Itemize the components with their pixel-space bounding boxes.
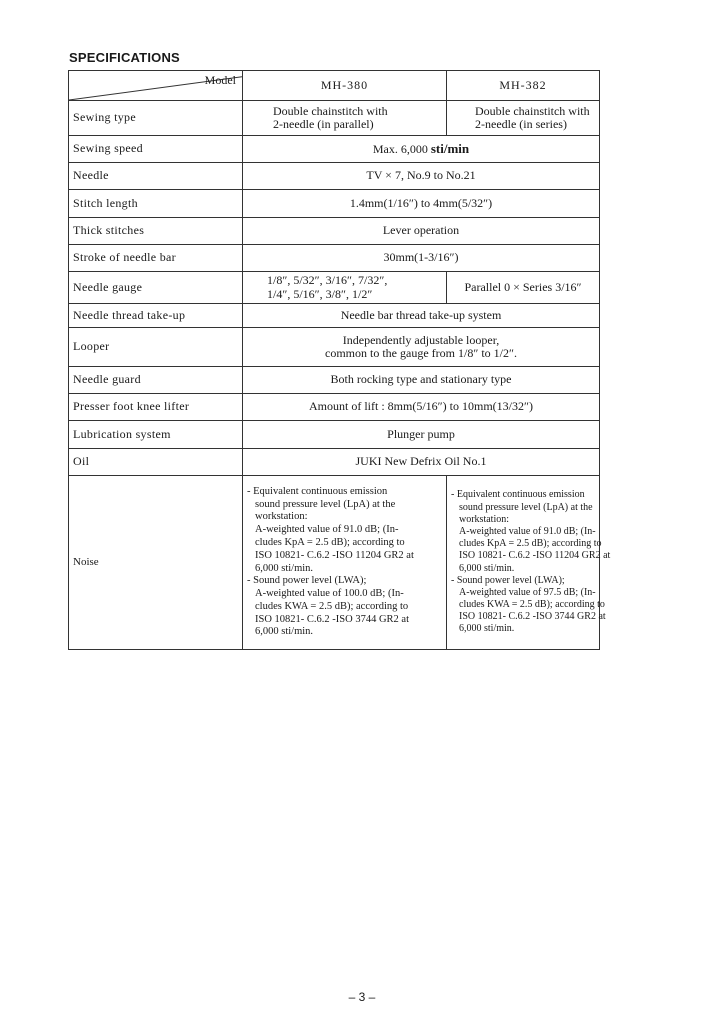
model-mh380-header: MH-380 [243,71,447,101]
noise-line: 6,000 sti/min. [255,626,314,638]
noise-line: 6,000 sti/min. [459,623,515,635]
sewing-speed-value [243,136,600,163]
sewing-type-mh380-line2: 2-needle (in parallel) [273,117,374,131]
needle-gauge-mh382: Parallel 0 × Series 3/16″ [447,272,600,304]
needle-gauge-mh380 [243,272,447,304]
noise-mh380 [243,476,447,650]
table-row [69,421,600,449]
noise-line: ISO 10821- C.6.2 -ISO 11204 GR2 at [459,550,611,562]
model-mh382-header: MH-382 [447,71,600,101]
sewing-type-mh382-line1: Double chainstitch with [475,103,590,118]
row-label-noise: Noise [69,476,243,650]
table-row [69,190,600,218]
noise-line: A-weighted value of 100.0 dB; (In- [255,588,404,600]
table-row [69,449,600,476]
presser-foot-value: Amount of lift : 8mm(5/16″) to 10mm(13/32″) [243,394,600,421]
noise-line: cludes KWA = 2.5 dB); according to [459,599,605,611]
row-label-lubrication: Lubrication system [69,421,243,449]
sewing-speed-unit: sti/min [430,140,470,156]
row-label-presser-foot: Presser foot knee lifter [69,394,243,421]
noise-line: - Sound power level (LWA); [451,574,565,586]
row-label-stitch-length: Stitch length [69,190,243,218]
looper-line2: common to the gauge from 1/8″ to 1/2″. [325,346,517,360]
row-label-looper: Looper [69,328,243,367]
looper-line1: Independently adjustable looper, [342,332,500,347]
sewing-type-mh382 [447,101,600,136]
noise-line: cludes KpA = 2.5 dB); according to [255,536,405,548]
page-number: – 3 – [348,990,376,1004]
stitch-length-value: 1.4mm(1/16″) to 4mm(5/32″) [243,190,600,218]
needle-gauge-mh380-line1: 1/8″, 5/32″, 3/16″, 7/32″, [267,273,388,288]
table-row [69,394,600,421]
table-row [69,328,600,367]
noise-line: 6,000 sti/min. [459,562,515,574]
noise-line: A-weighted value of 97.5 dB; (In- [459,586,596,598]
noise-line: sound pressure level (LpA) at the [255,498,396,510]
sewing-speed-prefix: Max. 6,000 [372,141,431,156]
table-row [69,245,600,272]
sewing-type-mh380 [243,101,447,136]
table-row [69,367,600,394]
noise-line: ISO 10821- C.6.2 -ISO 3744 GR2 at [459,611,606,623]
table-row [69,163,600,190]
noise-line: sound pressure level (LpA) at the [459,501,593,513]
row-label-needle: Needle [69,163,243,190]
row-label-thick-stitches: Thick stitches [69,218,243,245]
needle-gauge-mh380-line2: 1/4″, 5/16″, 3/8″, 1/2″ [267,286,373,301]
noise-line: - Equivalent continuous emission [451,489,585,501]
row-label-sewing-speed: Sewing speed [69,136,243,163]
noise-line: A-weighted value of 91.0 dB; (In- [459,525,596,537]
row-label-oil: Oil [69,449,243,476]
row-label-thread-takeup: Needle thread take-up [69,304,243,328]
noise-line: A-weighted value of 91.0 dB; (In- [255,524,399,536]
noise-line: - Equivalent continuous emission [247,485,388,497]
table-header-row [69,71,600,101]
noise-mh382 [447,476,611,650]
table-row [69,476,600,650]
noise-line: ISO 10821- C.6.2 -ISO 11204 GR2 at [255,549,414,561]
thread-takeup-value: Needle bar thread take-up system [243,304,600,328]
specifications-table [68,70,611,650]
row-label-needle-guard: Needle guard [69,367,243,394]
needle-value: TV × 7, No.9 to No.21 [243,163,600,190]
noise-line: workstation: [255,511,308,523]
table-row [69,101,600,136]
noise-line: - Sound power level (LWA); [247,575,367,587]
noise-line: cludes KWA = 2.5 dB); according to [255,600,409,612]
noise-line: ISO 10821- C.6.2 -ISO 3744 GR2 at [255,613,409,625]
model-header-cell [69,71,243,101]
row-label-needle-gauge: Needle gauge [69,272,243,304]
stroke-value: 30mm(1-3/16″) [243,245,600,272]
thick-stitches-value: Lever operation [243,218,600,245]
table-row [69,218,600,245]
needle-guard-value: Both rocking type and stationary type [243,367,600,394]
noise-line: workstation: [459,513,509,525]
table-row [69,136,600,163]
table-row [69,272,600,304]
noise-line: 6,000 sti/min. [255,562,314,574]
oil-value: JUKI New Defrix Oil No.1 [243,449,600,476]
noise-line: cludes KpA = 2.5 dB); according to [459,538,602,550]
sewing-type-mh380-line1: Double chainstitch with [273,103,388,118]
model-header-label: Model [204,73,236,87]
table-row [69,304,600,328]
lubrication-value: Plunger pump [243,421,600,449]
row-label-stroke: Stroke of needle bar [69,245,243,272]
sewing-type-mh382-line2: 2-needle (in series) [475,117,567,131]
looper-value [243,328,600,367]
page-heading: SPECIFICATIONS [69,50,180,65]
row-label-sewing-type: Sewing type [69,101,243,136]
